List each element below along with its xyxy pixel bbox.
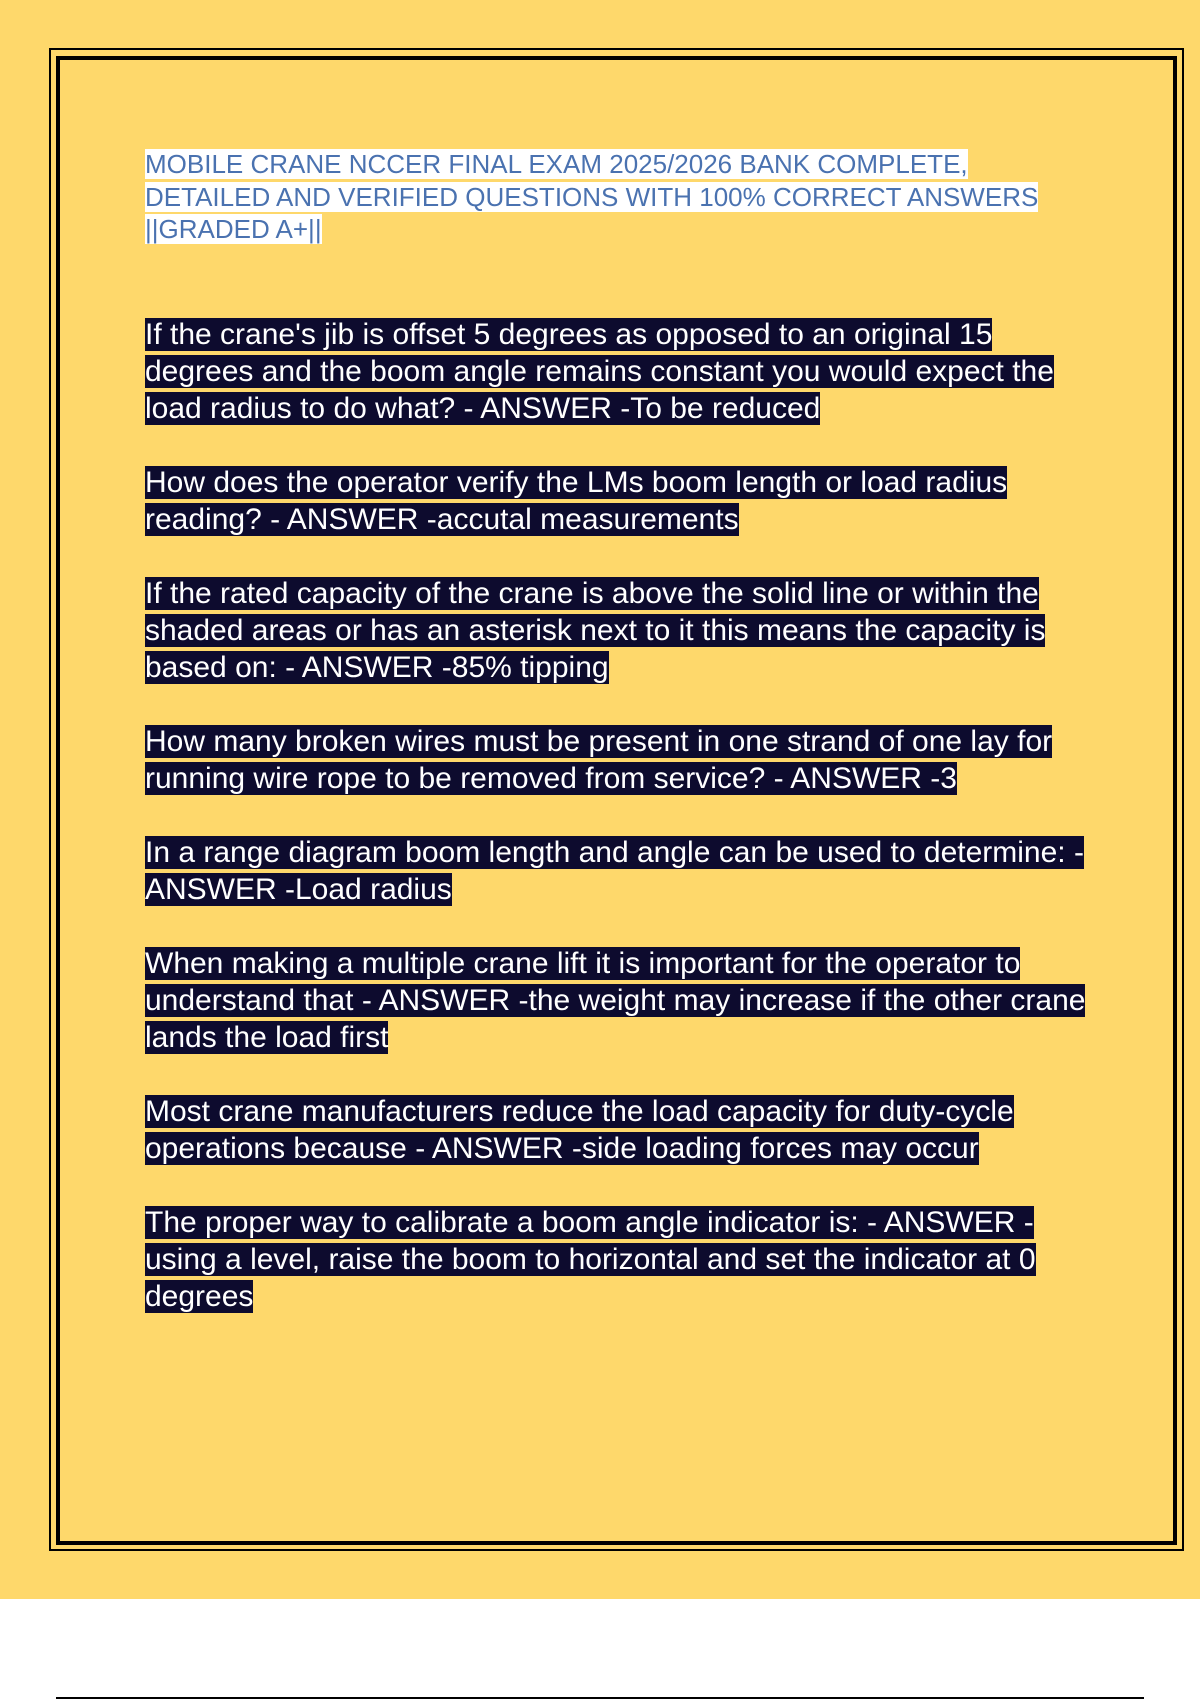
qa-item-text: Most crane manufacturers reduce the load capacity for duty-cycle operations because - ANSWER -side loading forces may occur	[145, 1094, 1014, 1165]
qa-item-7	[145, 1093, 1095, 1167]
qa-item-text: When making a multiple crane lift it is important for the operator to understand that - ANSWER -the weight may increase if the other crane lands the load first	[145, 946, 1086, 1054]
document-title	[145, 148, 1095, 246]
qa-item-text: The proper way to calibrate a boom angle indicator is: - ANSWER -using a level, raise the boom to horizontal and set the indicator at 0 degrees	[145, 1205, 1036, 1313]
qa-item-4	[145, 723, 1095, 797]
qa-item-text: How does the operator verify the LMs boom length or load radius reading? - ANSWER -accutal measurements	[145, 465, 1008, 536]
qa-item-text: How many broken wires must be present in one strand of one lay for running wire rope to be removed from service? - ANSWER -3	[145, 724, 1053, 795]
qa-item-text: In a range diagram boom length and angle can be used to determine: - ANSWER -Load radius	[145, 835, 1084, 906]
footer-rule	[56, 1697, 1144, 1699]
qa-item-text: If the rated capacity of the crane is above the solid line or within the shaded areas or has an asterisk next to it this means the capacity is based on: - ANSWER -85% tipping	[145, 576, 1046, 684]
qa-item-text: If the crane's jib is offset 5 degrees as opposed to an original 15 degrees and the boom angle remains constant you would expect the load radius to do what? - ANSWER -To be reduced	[145, 317, 1054, 425]
qa-item-1	[145, 316, 1095, 427]
qa-item-8	[145, 1204, 1095, 1315]
qa-item-3	[145, 575, 1095, 686]
qa-item-2	[145, 464, 1095, 538]
document-content	[145, 148, 1095, 1352]
qa-item-5	[145, 834, 1095, 908]
document-title-text: MOBILE CRANE NCCER FINAL EXAM 2025/2026 BANK COMPLETE, DETAILED AND VERIFIED QUESTIONS WITH 100% CORRECT ANSWERS ||GRADED A+||	[145, 149, 1039, 244]
qa-item-6	[145, 945, 1095, 1056]
